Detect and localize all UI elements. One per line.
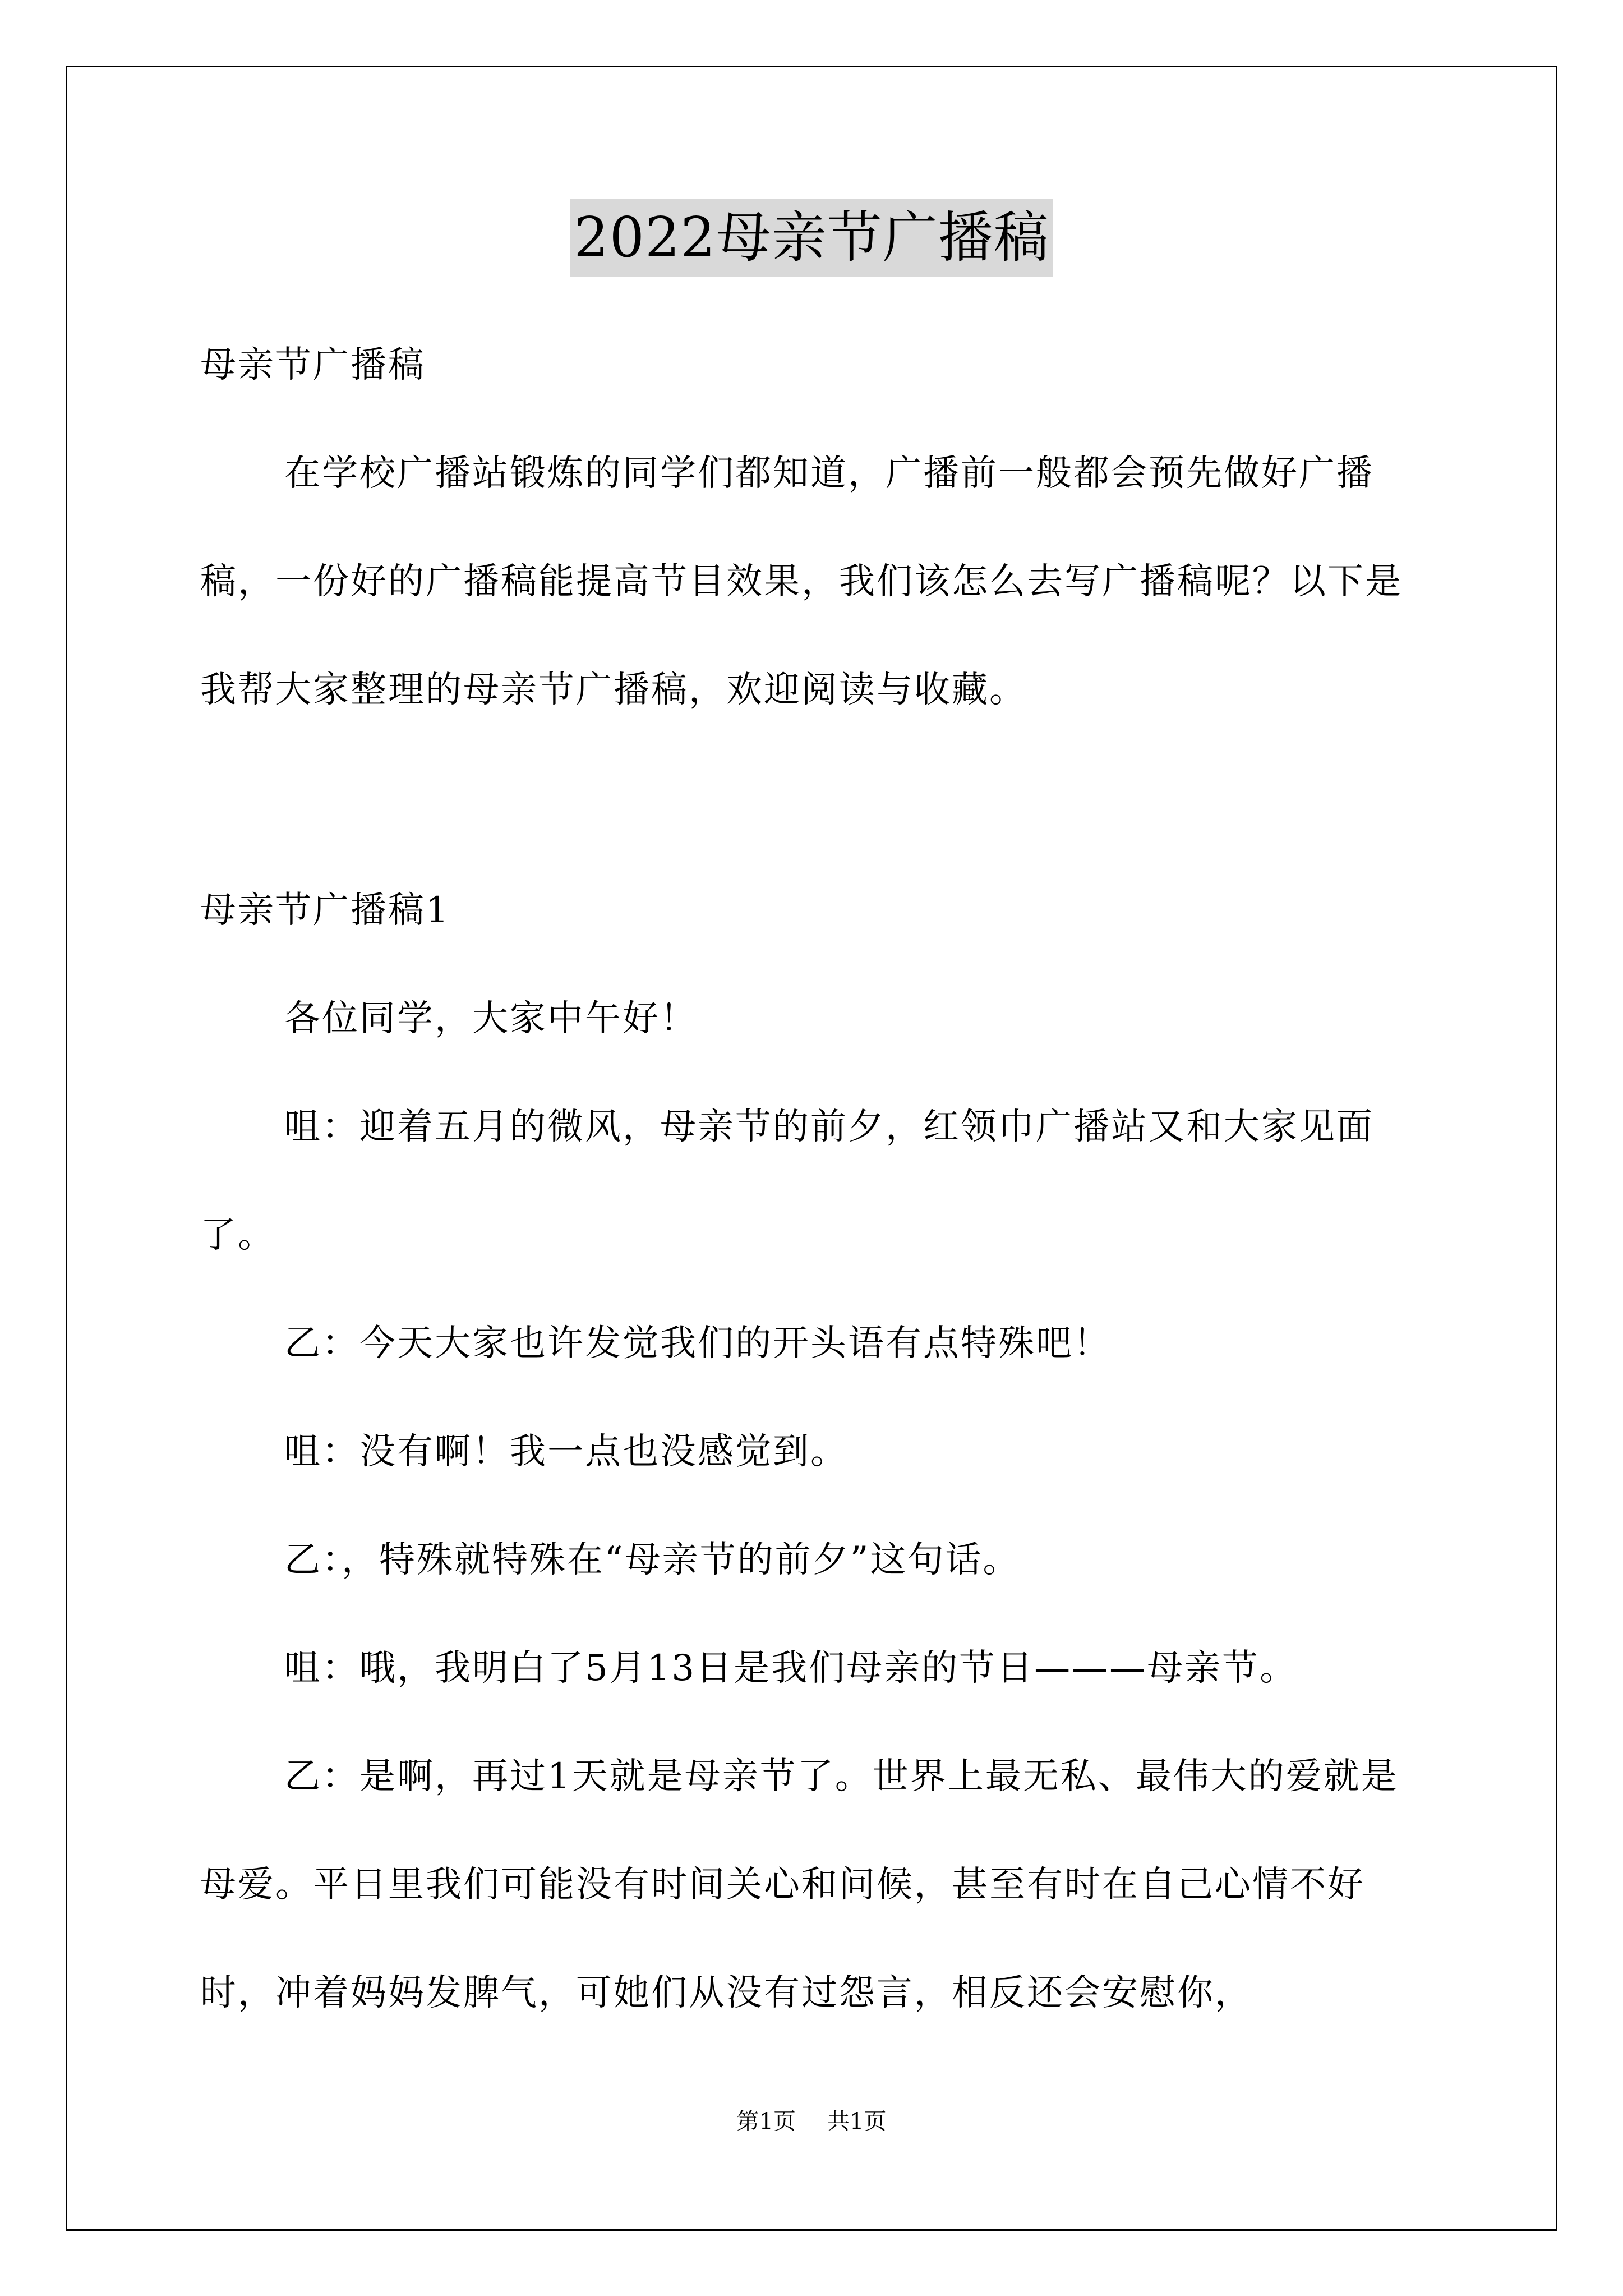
paragraph-section-heading: 母亲节广播稿1 xyxy=(200,890,450,931)
document-body xyxy=(200,311,1434,2047)
paragraph-greeting: 各位同学，大家中午好！ xyxy=(284,998,698,1039)
title-wrap xyxy=(0,199,1623,277)
paragraph-dialogue: 乙：，特殊就特殊在“母亲节的前夕”这句话。 xyxy=(284,1539,1021,1581)
page-footer xyxy=(0,2105,1623,2138)
page-number-current: 第1页 xyxy=(736,2109,796,2134)
page-number-total: 共1页 xyxy=(827,2109,887,2134)
paragraph-dialogue: 乙：今天大家也许发觉我们的开头语有点特殊吧！ xyxy=(284,1323,1111,1364)
document-title: 2022母亲节广播稿 xyxy=(570,199,1052,277)
paragraph-dialogue: 咀：没有啊！我一点也没感觉到。 xyxy=(284,1431,848,1473)
paragraph-dialogue: 咀：迎着五月的微风，母亲节的前夕，红领巾广播站又和大家见面了。 xyxy=(200,1106,1374,1256)
paragraph-intro: 在学校广播站锻炼的同学们都知道，广播前一般都会预先做好广播稿，一份好的广播稿能提高节目效果，我们该怎么去写广播稿呢？以下是我帮大家整理的母亲节广播稿，欢迎阅读与收藏。 xyxy=(200,453,1403,711)
paragraph-heading: 母亲节广播稿 xyxy=(200,344,426,386)
paragraph-dialogue: 乙：是啊，再过1天就是母亲节了。世界上最无私、最伟大的爱就是母爱。平日里我们可能没有时间关心和问候，甚至有时在自己心情不好时，冲着妈妈发脾气，可她们从没有过怨言，相反还会安慰你， xyxy=(200,1756,1399,2014)
paragraph-dialogue: 咀：哦，我明白了5月13日是我们母亲的节日———母亲节。 xyxy=(284,1648,1298,1689)
